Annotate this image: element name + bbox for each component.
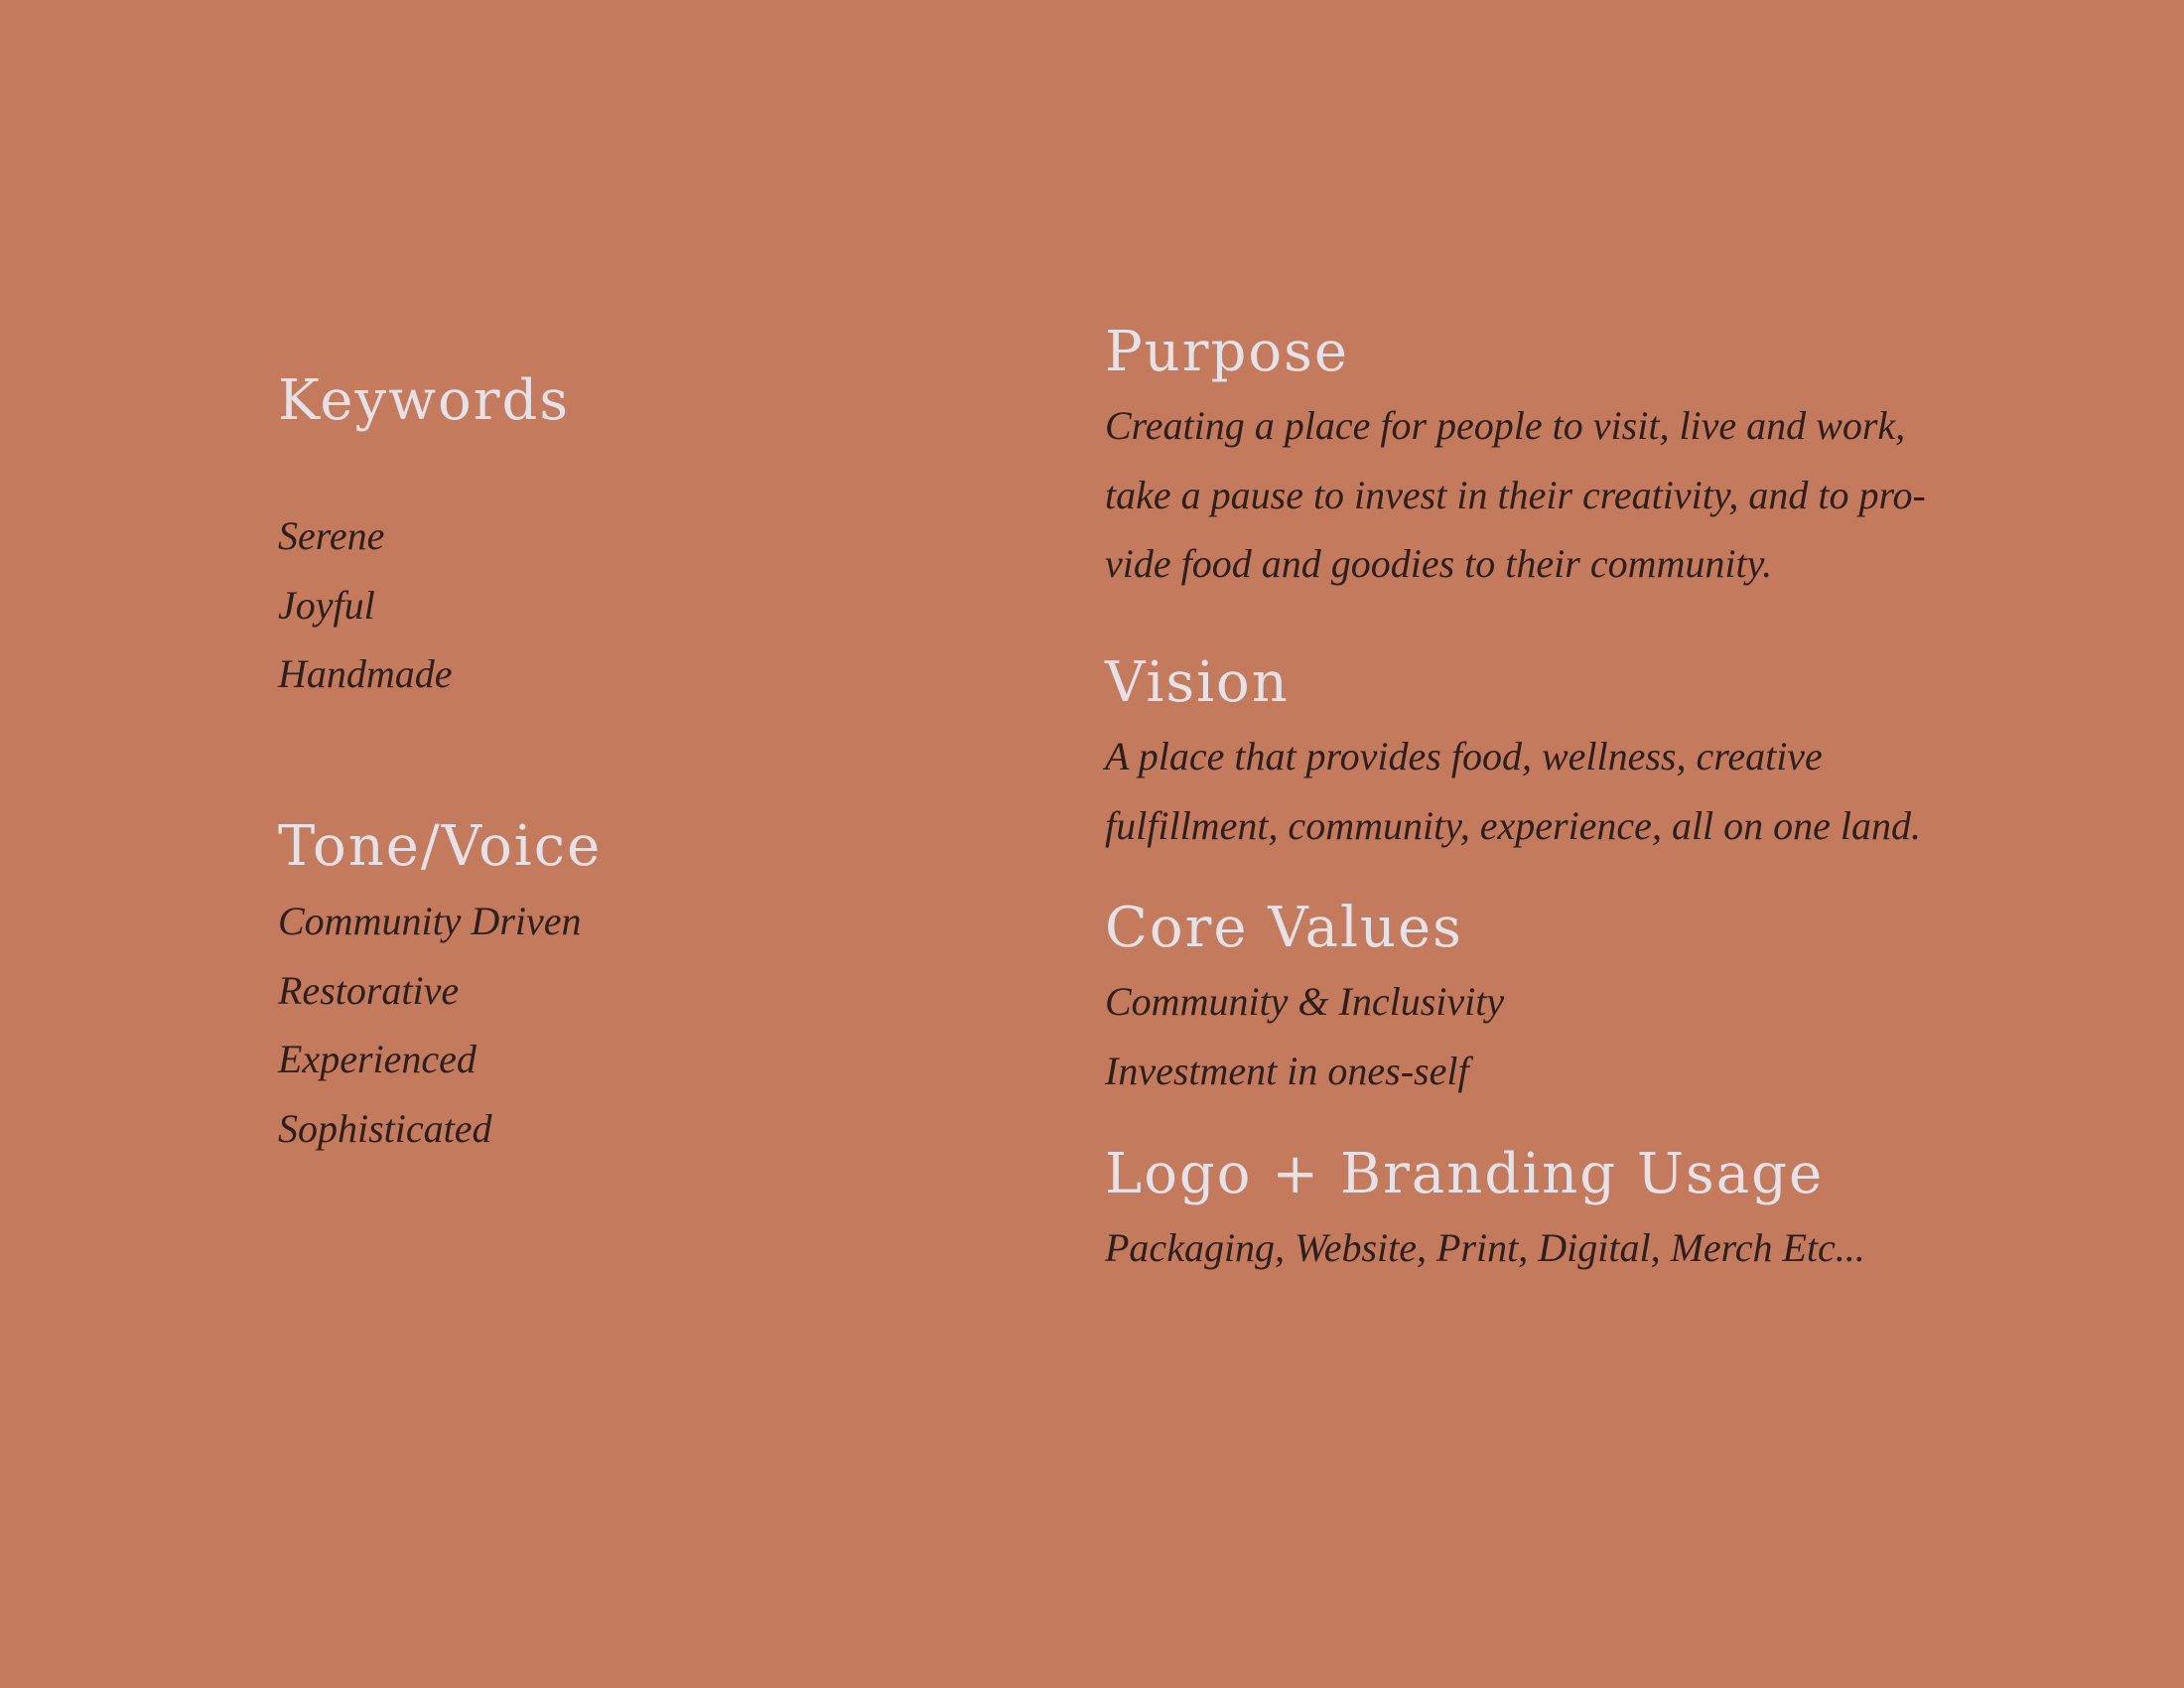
core-value-item: Investment in ones-self: [1105, 1048, 1469, 1093]
keyword-item: Joyful: [278, 582, 375, 628]
tone-voice-item: Restorative: [278, 967, 460, 1013]
keywords-heading: Keywords: [278, 368, 571, 433]
logo-branding-heading: Logo + Branding Usage: [1105, 1142, 1825, 1206]
vision-line: A place that provides food, wellness, creative: [1105, 734, 1823, 778]
vision-heading: Vision: [1105, 650, 1290, 715]
logo-branding-text: [1105, 1213, 1865, 1283]
purpose-line: Creating a place for people to visit, live and work,: [1105, 403, 1906, 448]
purpose-text: [1105, 391, 1926, 599]
tone-voice-list: [278, 887, 582, 1163]
vision-text: [1105, 722, 1921, 860]
core-values-heading: Core Values: [1105, 896, 1463, 960]
keyword-item: Serene: [278, 513, 385, 558]
tone-voice-item: Sophisticated: [278, 1105, 492, 1151]
tone-voice-item: Community Driven: [278, 899, 582, 943]
tone-voice-item: Experienced: [278, 1037, 477, 1081]
core-values-list: [1105, 967, 1504, 1105]
keyword-item: Handmade: [278, 651, 453, 696]
logo-branding-line: Packaging, Website, Print, Digital, Merch Etc...: [1105, 1225, 1865, 1270]
purpose-line: vide food and goodies to their community.: [1105, 541, 1773, 586]
keywords-list: [278, 501, 453, 709]
core-value-item: Community & Inclusivity: [1105, 979, 1505, 1024]
tone-voice-heading: Tone/Voice: [278, 814, 603, 879]
vision-line: fulfillment, community, experience, all on one land.: [1105, 802, 1922, 848]
purpose-line: take a pause to invest in their creativity, and to pro-: [1105, 472, 1926, 517]
purpose-heading: Purpose: [1105, 320, 1349, 384]
